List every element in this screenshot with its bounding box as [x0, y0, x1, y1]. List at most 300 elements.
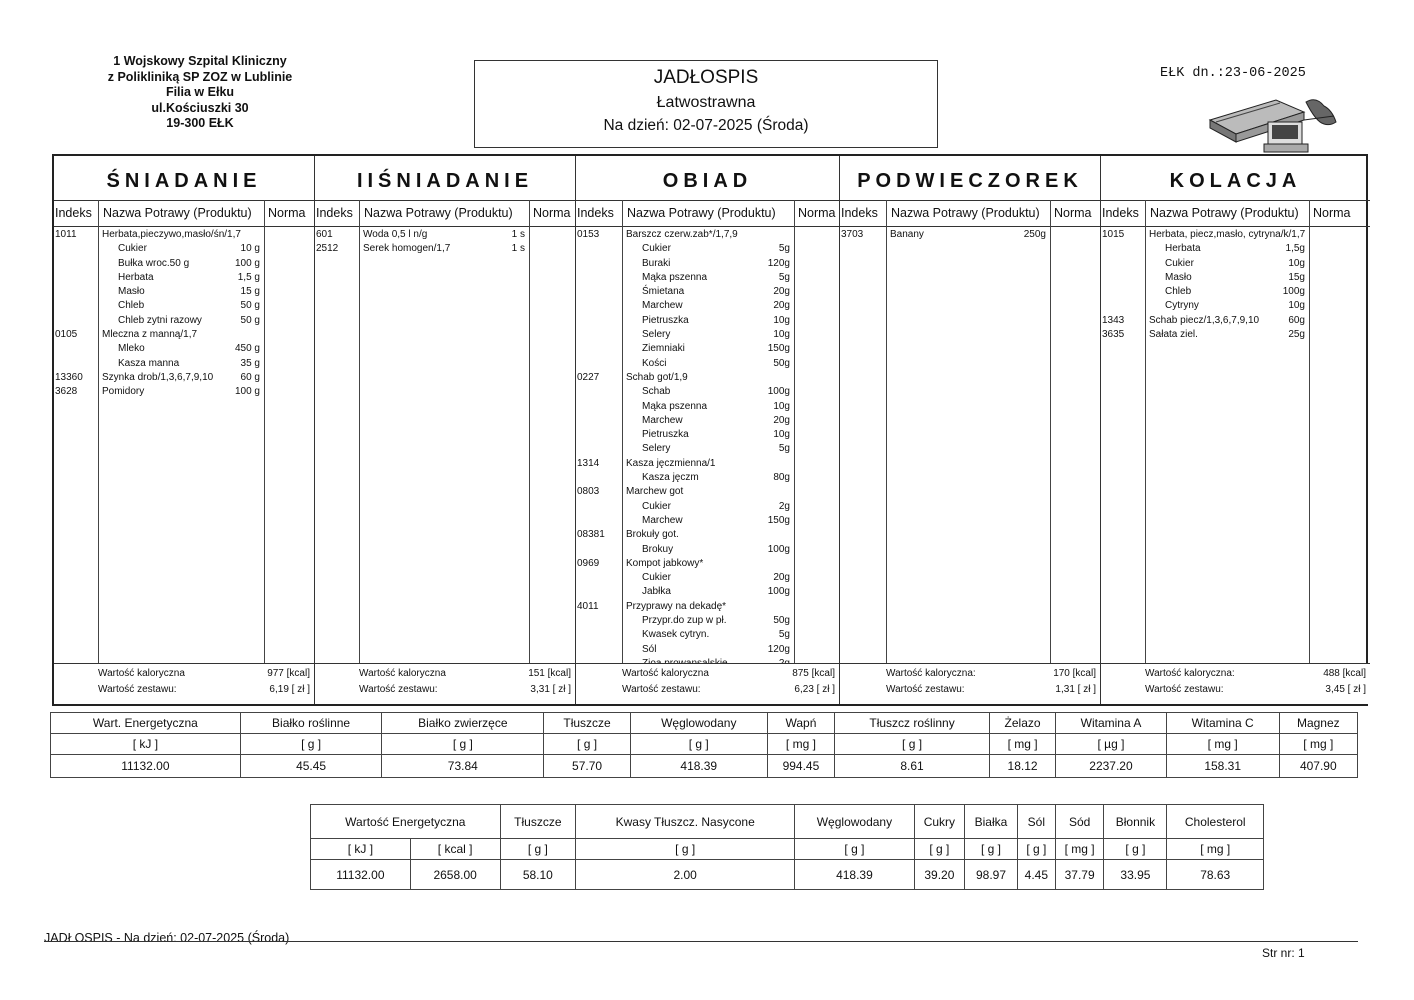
- cost-value: 1,31 [ zł ]: [1055, 684, 1096, 695]
- nutrient-unit: [ g ]: [500, 839, 576, 860]
- item-quantity: 120g: [767, 257, 790, 269]
- nutrient-unit: [ g ]: [240, 734, 382, 755]
- title-box: [474, 60, 938, 148]
- nutrient-unit: [ g ]: [1017, 839, 1055, 860]
- nutrient-header: Białka: [965, 805, 1018, 839]
- meal-items: [1101, 228, 1370, 342]
- nutrient-value: 994.45: [767, 755, 835, 778]
- list-item: [576, 442, 839, 456]
- nutrient-header: Żelazo: [989, 713, 1055, 734]
- list-item: [576, 257, 839, 271]
- list-item: [840, 228, 1100, 242]
- nutrient-value: 8.61: [835, 755, 990, 778]
- nutrient-value: 158.31: [1166, 755, 1279, 778]
- item-quantity: 100 g: [234, 386, 260, 398]
- hospital-line: 1 Wojskowy Szpital Kliniczny: [113, 54, 287, 68]
- header-norma: Norma: [798, 206, 836, 220]
- kcal-value: 151 [kcal]: [528, 668, 571, 679]
- meal-items: [840, 228, 1100, 242]
- menu-table: [52, 154, 1368, 706]
- meal-items: [315, 228, 575, 257]
- nutrient-unit: [ mg ]: [989, 734, 1055, 755]
- item-name: Marchew got: [626, 486, 684, 498]
- item-name: Chleb zytni razowy: [118, 314, 202, 326]
- item-name: Banany: [890, 229, 924, 240]
- list-item: [1101, 314, 1370, 328]
- header-norma: Norma: [1054, 206, 1092, 220]
- item-name: Szynka drob/1,3,6,7,9,10: [102, 371, 214, 383]
- item-name: Selery: [642, 329, 671, 341]
- kcal-value: 170 [kcal]: [1053, 668, 1096, 679]
- nutrient-value: 78.63: [1167, 860, 1264, 890]
- item-name: Pietruszka: [642, 314, 689, 326]
- item-index: 1011: [55, 229, 77, 240]
- item-index: 08381: [577, 529, 605, 541]
- header-indeks: Indeks: [55, 206, 92, 220]
- item-name: Schab piecz/1,3,6,7,9,10: [1149, 314, 1260, 326]
- item-index: 13360: [55, 371, 83, 383]
- meal-title: KOLACJA: [1101, 156, 1370, 201]
- header-indeks: Indeks: [1102, 206, 1139, 220]
- list-item: [576, 643, 839, 657]
- list-item: [576, 528, 839, 542]
- nutrient-value: 407.90: [1279, 755, 1357, 778]
- nutrient-unit: [ g ]: [795, 839, 914, 860]
- nutrient-unit: [ µg ]: [1056, 734, 1167, 755]
- list-item: [1101, 285, 1370, 299]
- hospital-line: Filia w Ełku: [165, 85, 235, 99]
- column-headers: [840, 200, 1100, 227]
- list-item: [1101, 257, 1370, 271]
- list-item: [576, 457, 839, 471]
- item-name: Mleko: [118, 343, 145, 355]
- nutrient-unit: [ mg ]: [1167, 839, 1264, 860]
- list-item: [54, 228, 314, 242]
- list-item: [54, 285, 314, 299]
- item-quantity: 1 s: [511, 229, 525, 240]
- kcal-label: Wartość kaloryczna: [98, 668, 185, 679]
- header-indeks: Indeks: [577, 206, 614, 220]
- item-name: Serek homogen/1,7: [363, 243, 451, 255]
- item-quantity: 20g: [773, 300, 790, 312]
- item-name: Kasza jęczmienna/1: [626, 457, 716, 469]
- column-headers: [1101, 200, 1370, 227]
- nutrient-value: 58.10: [500, 860, 576, 890]
- header-nazwa: Nazwa Potrawy (Produktu): [627, 206, 776, 220]
- item-quantity: 10g: [1288, 300, 1305, 312]
- list-item: [54, 342, 314, 356]
- footer-title: JADŁOSPIS - Na dzień: 02-07-2025 (Środa): [44, 931, 290, 945]
- meal-summary: [1101, 663, 1370, 704]
- list-item: [576, 371, 839, 385]
- item-name: Masło: [118, 286, 145, 298]
- nutrient-header: Białko zwierzęce: [382, 713, 544, 734]
- nutrient-value: 45.45: [240, 755, 382, 778]
- item-name: Mąka pszenna: [642, 271, 708, 283]
- meal-summary: [840, 663, 1100, 704]
- list-item: [576, 299, 839, 313]
- item-quantity: 100 g: [234, 257, 260, 269]
- nutrient-unit: [ kJ ]: [51, 734, 241, 755]
- nutrient-unit: [ mg ]: [1055, 839, 1104, 860]
- item-quantity: 150g: [767, 343, 790, 355]
- item-name: Cukier: [642, 572, 671, 584]
- item-name: Marchew: [642, 414, 683, 426]
- nutrient-value: 2237.20: [1056, 755, 1167, 778]
- item-name: Sałata ziel.: [1149, 329, 1198, 341]
- item-name: Chleb: [1165, 286, 1192, 298]
- list-item: [54, 271, 314, 285]
- item-quantity: 35 g: [240, 357, 260, 369]
- meal-items: [576, 228, 839, 671]
- list-item: [576, 428, 839, 442]
- list-item: [576, 314, 839, 328]
- item-index: 0105: [55, 329, 78, 341]
- nutrient-value: 98.97: [965, 860, 1018, 890]
- item-name: Cukier: [1165, 257, 1194, 269]
- nutrient-header: Tłuszcze: [500, 805, 576, 839]
- nutrient-header: Witamina A: [1056, 713, 1167, 734]
- list-item: [54, 328, 314, 342]
- item-name: Sól: [642, 643, 657, 655]
- header-norma: Norma: [1313, 206, 1351, 220]
- item-index: 0227: [577, 371, 600, 383]
- item-index: 1343: [1102, 314, 1125, 326]
- item-name: Cukier: [118, 243, 147, 255]
- item-name: Barszcz czerw.zab*/1,7,9: [626, 229, 738, 240]
- item-name: Kompot jabkowy*: [626, 557, 704, 569]
- item-name: Selery: [642, 443, 671, 455]
- nutrient-value: 37.79: [1055, 860, 1104, 890]
- meal-column: [315, 156, 576, 704]
- item-index: 0969: [577, 557, 600, 569]
- item-index: 3703: [841, 229, 864, 240]
- list-item: [576, 414, 839, 428]
- list-item: [54, 299, 314, 313]
- item-name: Brokuły got.: [626, 529, 679, 541]
- item-name: Kości: [642, 357, 667, 369]
- nutrient-value: 11132.00: [51, 755, 241, 778]
- kcal-value: 488 [kcal]: [1323, 668, 1366, 679]
- nutrient-header: Węglowodany: [795, 805, 914, 839]
- item-quantity: 5g: [778, 443, 790, 455]
- nutrient-header: Wartość Energetyczna: [311, 805, 501, 839]
- nutrition-table-2: [310, 804, 1264, 890]
- item-quantity: 120g: [767, 643, 790, 655]
- item-quantity: 10g: [773, 400, 790, 412]
- item-quantity: 10g: [1288, 257, 1305, 269]
- nutrient-header: Magnez: [1279, 713, 1357, 734]
- kcal-value: 875 [kcal]: [792, 668, 835, 679]
- header-nazwa: Nazwa Potrawy (Produktu): [1150, 206, 1299, 220]
- meal-column: [54, 156, 315, 704]
- diet-name: Łatwostrawna: [656, 94, 756, 111]
- list-item: [576, 400, 839, 414]
- footer-divider: [44, 941, 1358, 942]
- item-index: 4011: [577, 600, 599, 612]
- hospital-address: [70, 54, 330, 132]
- list-item: [576, 228, 839, 242]
- meal-title: OBIAD: [576, 156, 839, 201]
- list-item: [1101, 242, 1370, 256]
- list-item: [576, 285, 839, 299]
- column-headers: [315, 200, 575, 227]
- item-name: Śmietana: [642, 286, 685, 298]
- item-name: Bułka wroc.50 g: [118, 257, 190, 269]
- nutrient-value: 73.84: [382, 755, 544, 778]
- item-quantity: 25g: [1288, 329, 1305, 341]
- list-item: [315, 228, 575, 242]
- item-name: Pietruszka: [642, 429, 689, 441]
- item-index: 0153: [577, 229, 600, 240]
- list-item: [54, 314, 314, 328]
- list-item: [1101, 271, 1370, 285]
- item-quantity: 100g: [767, 543, 790, 555]
- item-name: Woda 0,5 l n/g: [363, 229, 428, 240]
- list-item: [576, 543, 839, 557]
- hospital-line: ul.Kościuszki 30: [151, 100, 249, 115]
- list-item: [1101, 228, 1370, 242]
- item-index: 3635: [1102, 329, 1125, 341]
- item-quantity: 60g: [1288, 314, 1305, 326]
- nutrient-header: Cukry: [914, 805, 965, 839]
- meal-summary: [576, 663, 839, 704]
- item-name: Mąka pszenna: [642, 400, 708, 412]
- kcal-label: Wartość kaloryczna: [622, 668, 709, 679]
- item-quantity: 20g: [773, 572, 790, 584]
- list-item: [1101, 328, 1370, 342]
- nutrition-table-1: [50, 712, 1358, 778]
- nutrient-header: Białko roślinne: [240, 713, 382, 734]
- list-item: [54, 385, 314, 399]
- nutrient-value: 57.70: [544, 755, 631, 778]
- nutrient-value: 33.95: [1104, 860, 1167, 890]
- item-quantity: 5g: [778, 629, 790, 641]
- list-item: [576, 585, 839, 599]
- meal-summary: [54, 663, 314, 704]
- item-quantity: 100g: [767, 586, 790, 598]
- nutrient-value: 4.45: [1017, 860, 1055, 890]
- nutrient-unit: [ g ]: [965, 839, 1018, 860]
- column-headers: [54, 200, 314, 227]
- header-norma: Norma: [533, 206, 571, 220]
- item-name: Mleczna z manną/1,7: [102, 329, 198, 341]
- cost-label: Wartość zestawu:: [98, 684, 177, 695]
- list-item: [576, 342, 839, 356]
- item-name: Przypr.do zup w pł.: [642, 615, 727, 627]
- list-item: [54, 371, 314, 385]
- item-quantity: 50 g: [240, 314, 260, 326]
- nutrient-unit: [ g ]: [544, 734, 631, 755]
- kcal-value: 977 [kcal]: [267, 668, 310, 679]
- nutrient-value: 39.20: [914, 860, 965, 890]
- header-nazwa: Nazwa Potrawy (Produktu): [891, 206, 1040, 220]
- hospital-line: z Polikliniką SP ZOZ w Lublinie: [107, 69, 293, 84]
- page-number: Str nr: 1: [1262, 946, 1305, 960]
- list-item: [576, 600, 839, 614]
- list-item: [576, 471, 839, 485]
- item-name: Herbata: [118, 271, 154, 283]
- nutrient-unit: [ g ]: [576, 839, 795, 860]
- meal-column: [576, 156, 840, 704]
- meal-title: ŚNIADANIE: [54, 156, 314, 201]
- nutrient-value: 418.39: [795, 860, 914, 890]
- menu-date: Na dzień: 02-07-2025 (Środa): [603, 117, 809, 134]
- item-name: Herbata: [1165, 243, 1201, 255]
- nutrient-value: 2.00: [576, 860, 795, 890]
- kcal-label: Wartość kaloryczna:: [886, 668, 976, 679]
- nutrient-unit: [ g ]: [914, 839, 965, 860]
- list-item: [315, 242, 575, 256]
- item-index: 2512: [316, 243, 339, 255]
- nutrient-header: Kwasy Tłuszcz. Nasycone: [576, 805, 795, 839]
- nutrient-value: 2658.00: [410, 860, 500, 890]
- item-name: Cukier: [642, 243, 671, 255]
- meal-items: [54, 228, 314, 400]
- nutrient-value: 18.12: [989, 755, 1055, 778]
- item-index: 3628: [55, 386, 78, 398]
- item-name: Kasza jęczm: [642, 472, 699, 484]
- nutrient-unit: [ kJ ]: [311, 839, 411, 860]
- nutrient-unit: [ g ]: [835, 734, 990, 755]
- list-item: [576, 557, 839, 571]
- nutrient-unit: [ g ]: [630, 734, 767, 755]
- nutrient-unit: [ g ]: [382, 734, 544, 755]
- item-name: Brokuy: [642, 543, 674, 555]
- list-item: [54, 257, 314, 271]
- item-quantity: 1,5g: [1285, 243, 1305, 255]
- issue-date: EŁK dn.:23-06-2025: [1160, 66, 1306, 81]
- item-index: 1015: [1102, 229, 1125, 240]
- list-item: [54, 357, 314, 371]
- nutrient-header: Tłuszcze: [544, 713, 631, 734]
- nutrient-header: Cholesterol: [1167, 805, 1264, 839]
- list-item: [576, 357, 839, 371]
- list-item: [576, 328, 839, 342]
- item-name: Kasza manna: [118, 357, 180, 369]
- item-name: Herbata,pieczywo,masło/śn/1,7: [102, 229, 241, 240]
- item-quantity: 50 g: [240, 300, 260, 312]
- page-title: JADŁOSPIS: [653, 67, 759, 88]
- nutrient-unit: [ mg ]: [1166, 734, 1279, 755]
- nutrient-unit: [ kcal ]: [410, 839, 500, 860]
- nutrient-header: Błonnik: [1104, 805, 1167, 839]
- item-name: Herbata, piecz,masło, cytryna/k/1,7: [1149, 229, 1306, 240]
- kcal-label: Wartość kaloryczna:: [1145, 668, 1235, 679]
- item-name: Ziemniaki: [642, 343, 685, 355]
- meal-column: [1101, 156, 1370, 704]
- list-item: [576, 514, 839, 528]
- cost-value: 3,45 [ zł ]: [1325, 684, 1366, 695]
- item-quantity: 15g: [1288, 271, 1305, 283]
- item-quantity: 60 g: [240, 371, 260, 383]
- nutrient-unit: [ mg ]: [767, 734, 835, 755]
- item-quantity: 10g: [773, 314, 790, 326]
- item-quantity: 5g: [778, 243, 790, 255]
- cost-label: Wartość zestawu:: [1145, 684, 1224, 695]
- item-index: 0803: [577, 486, 600, 498]
- item-index: 1314: [577, 457, 600, 469]
- cost-value: 6,19 [ zł ]: [269, 684, 310, 695]
- header-indeks: Indeks: [316, 206, 353, 220]
- item-quantity: 450 g: [234, 343, 260, 355]
- item-quantity: 20g: [773, 414, 790, 426]
- item-name: Schab got/1,9: [626, 371, 688, 383]
- list-item: [576, 242, 839, 256]
- item-quantity: 1 s: [511, 243, 525, 255]
- cost-label: Wartość zestawu:: [622, 684, 701, 695]
- item-quantity: 2g: [778, 500, 790, 512]
- nutrient-header: Wapń: [767, 713, 835, 734]
- list-item: [576, 628, 839, 642]
- item-name: Cytryny: [1165, 300, 1199, 312]
- item-name: Masło: [1165, 271, 1192, 283]
- item-name: Schab: [642, 386, 671, 398]
- item-quantity: 10g: [773, 429, 790, 441]
- meal-summary: [315, 663, 575, 704]
- list-item: [576, 385, 839, 399]
- item-quantity: 50g: [773, 615, 790, 627]
- meal-column: [840, 156, 1101, 704]
- cost-label: Wartość zestawu:: [886, 684, 965, 695]
- item-quantity: 5g: [778, 271, 790, 283]
- item-name: Kwasek cytryn.: [642, 629, 710, 641]
- nutrient-value: 11132.00: [311, 860, 411, 890]
- item-index: 601: [316, 229, 333, 240]
- nutrient-header: Węglowodany: [630, 713, 767, 734]
- list-item: [576, 485, 839, 499]
- meal-title: IIŚNIADANIE: [315, 156, 575, 201]
- item-quantity: 10 g: [240, 243, 260, 255]
- item-name: Jabłka: [642, 586, 671, 598]
- list-item: [576, 614, 839, 628]
- item-quantity: 15 g: [240, 286, 260, 298]
- item-quantity: 50g: [773, 357, 790, 369]
- nutrient-header: Sól: [1017, 805, 1055, 839]
- hospital-line: 19-300 EŁK: [166, 116, 234, 130]
- header-norma: Norma: [268, 206, 306, 220]
- list-item: [1101, 299, 1370, 313]
- cost-value: 3,31 [ zł ]: [530, 684, 571, 695]
- column-headers: [576, 200, 839, 227]
- nutrient-value: 418.39: [630, 755, 767, 778]
- item-name: Buraki: [642, 257, 671, 269]
- item-quantity: 20g: [773, 286, 790, 298]
- cost-value: 6,23 [ zł ]: [794, 684, 835, 695]
- list-item: [54, 242, 314, 256]
- nutrient-header: Wart. Energetyczna: [51, 713, 241, 734]
- item-name: Chleb: [118, 300, 145, 312]
- item-quantity: 10g: [773, 329, 790, 341]
- item-name: Cukier: [642, 500, 671, 512]
- meal-title: PODWIECZOREK: [840, 156, 1100, 201]
- item-quantity: 1,5 g: [237, 271, 260, 283]
- item-name: Pomidory: [102, 386, 145, 398]
- list-item: [576, 500, 839, 514]
- item-quantity: 100g: [767, 386, 790, 398]
- item-quantity: 100g: [1282, 286, 1305, 298]
- nutrient-unit: [ g ]: [1104, 839, 1167, 860]
- header-nazwa: Nazwa Potrawy (Produktu): [364, 206, 513, 220]
- cost-label: Wartość zestawu:: [359, 684, 438, 695]
- item-name: Marchew: [642, 300, 683, 312]
- nutrient-header: Sód: [1055, 805, 1104, 839]
- list-item: [576, 271, 839, 285]
- item-name: Przyprawy na dekadę*: [626, 600, 727, 612]
- computer-logo-icon: [1206, 92, 1340, 158]
- header-nazwa: Nazwa Potrawy (Produktu): [103, 206, 252, 220]
- list-item: [576, 571, 839, 585]
